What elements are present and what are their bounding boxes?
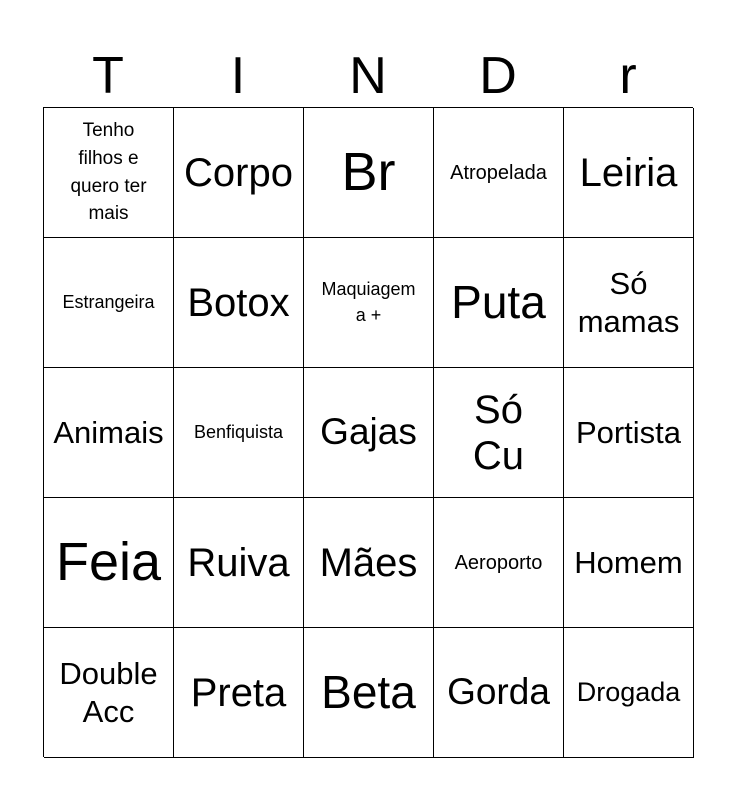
bingo-cell[interactable] — [44, 108, 174, 238]
bingo-cell[interactable] — [44, 368, 174, 498]
cell-label: Benfiquista — [193, 421, 284, 442]
cell-label: Gorda — [447, 671, 550, 713]
bingo-cell[interactable] — [564, 238, 694, 368]
cell-label: Estrangeira — [62, 291, 155, 312]
cell-label: Homem — [574, 544, 683, 580]
bingo-cell[interactable] — [44, 628, 174, 758]
cell-label: Atropelada — [450, 161, 547, 184]
cell-label: Puta — [451, 276, 546, 329]
cell-label: Beta — [321, 666, 416, 719]
cell-label: Animais — [53, 414, 164, 450]
cell-label: Portista — [575, 414, 682, 450]
cell-label: Corpo — [184, 150, 293, 195]
cell-label: Gajas — [320, 411, 417, 453]
bingo-cell[interactable] — [304, 628, 434, 758]
cell-label: Ruiva — [187, 540, 290, 585]
cell-label: Preta — [190, 670, 287, 715]
cell-label: Mães — [319, 540, 418, 585]
bingo-cell[interactable] — [304, 368, 434, 498]
cell-label: Leiria — [579, 150, 678, 195]
bingo-cell[interactable] — [174, 368, 304, 498]
bingo-cell[interactable] — [564, 628, 694, 758]
bingo-cell[interactable] — [44, 498, 174, 628]
bingo-cell[interactable] — [174, 498, 304, 628]
bingo-cell[interactable] — [564, 108, 694, 238]
cell-label: Tenho filhos e quero ter mais — [70, 120, 147, 225]
cell-label: Só Cu — [472, 387, 525, 478]
header-letter-n: N — [349, 47, 387, 105]
cell-label: Drogada — [576, 676, 681, 707]
cell-label: Só mamas — [577, 266, 680, 339]
header-letter-i: I — [230, 47, 246, 105]
cell-label: Double Acc — [59, 656, 158, 729]
bingo-board — [43, 107, 693, 757]
cell-label: Feia — [55, 532, 162, 593]
header-letter-r: r — [619, 47, 637, 105]
bingo-cell[interactable] — [434, 628, 564, 758]
bingo-cell[interactable] — [434, 238, 564, 368]
header-letter-t: T — [92, 47, 124, 105]
bingo-cell[interactable] — [304, 498, 434, 628]
bingo-cell[interactable] — [564, 368, 694, 498]
bingo-cell[interactable] — [434, 108, 564, 238]
cell-label: Maquiagem a + — [321, 279, 416, 325]
bingo-cell[interactable] — [174, 108, 304, 238]
bingo-cell[interactable] — [304, 108, 434, 238]
bingo-cell[interactable] — [434, 368, 564, 498]
bingo-cell[interactable] — [304, 238, 434, 368]
bingo-header — [43, 40, 693, 108]
header-letter-d: D — [479, 47, 517, 105]
bingo-cell[interactable] — [434, 498, 564, 628]
bingo-cell[interactable] — [564, 498, 694, 628]
cell-label: Botox — [187, 280, 290, 325]
bingo-cell[interactable] — [174, 238, 304, 368]
bingo-cell[interactable] — [44, 238, 174, 368]
cell-label: Br — [341, 142, 396, 203]
cell-label: Aeroporto — [454, 551, 543, 574]
bingo-cell[interactable] — [174, 628, 304, 758]
